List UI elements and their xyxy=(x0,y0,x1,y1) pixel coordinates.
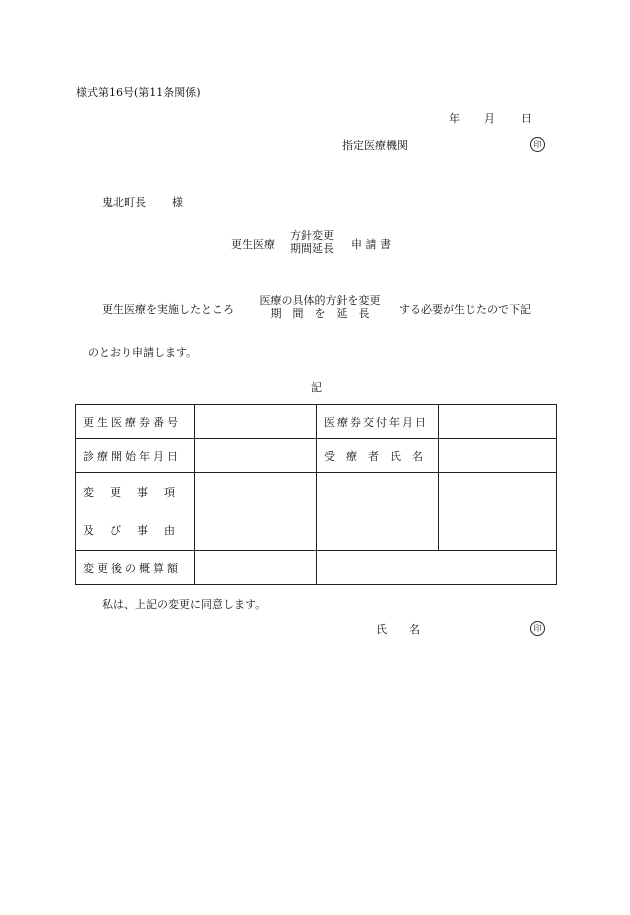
signature-label: 氏 名 xyxy=(376,623,420,636)
date-year-label: 年 xyxy=(449,112,460,125)
date-month-label: 月 xyxy=(484,112,495,125)
table-row xyxy=(76,551,557,585)
cert-issue-date-label: 医療券交付年月日 xyxy=(317,405,439,439)
form-number: 様式第16号(第11条関係) xyxy=(76,86,201,99)
application-table xyxy=(75,404,557,585)
table-row xyxy=(76,473,557,551)
table-row xyxy=(76,439,557,473)
title-suffix: 申 請 書 xyxy=(351,238,391,251)
title-prefix: 更生医療 xyxy=(231,238,275,251)
start-date-label: 診療開始年月日 xyxy=(76,439,195,473)
body-text-before: 更生医療を実施したところ xyxy=(102,303,234,316)
seal-icon: 印 xyxy=(530,621,545,636)
cert-number-label: 更生医療券番号 xyxy=(76,405,195,439)
body-line-2: のとおり申請します。 xyxy=(88,346,198,359)
title-option-period-extension: 期間延長 xyxy=(290,242,334,255)
reason-label: 及び事由 xyxy=(83,523,191,537)
table-row xyxy=(76,405,557,439)
estimate-label: 変更後の概算額 xyxy=(76,551,195,585)
cert-number-value[interactable] xyxy=(195,405,317,439)
estimate-value-2[interactable] xyxy=(317,551,557,585)
addressee-honorific: 様 xyxy=(172,196,183,209)
change-detail-value-2[interactable] xyxy=(317,473,439,551)
patient-name-label: 受 療 者 氏 名 xyxy=(317,439,439,473)
body-option-policy-change: 医療の具体的方針を変更 xyxy=(259,294,381,307)
date-day-label: 日 xyxy=(521,112,532,125)
cert-issue-date-value[interactable] xyxy=(439,405,557,439)
body-options xyxy=(253,294,387,320)
change-item-label: 変更事項 xyxy=(83,485,191,499)
title-option-policy-change: 方針変更 xyxy=(290,229,334,242)
record-heading: 記 xyxy=(311,381,322,394)
institution-label: 指定医療機関 xyxy=(342,139,408,152)
change-reason-label-cell xyxy=(76,473,195,551)
addressee-name: 鬼北町長 xyxy=(102,196,146,209)
patient-name-value[interactable] xyxy=(439,439,557,473)
change-detail-value-1[interactable] xyxy=(195,473,317,551)
change-detail-value-3[interactable] xyxy=(439,473,557,551)
body-option-period-extension: 期 間 を 延 長 xyxy=(270,307,370,320)
body-text-after: する必要が生じたので下記 xyxy=(399,303,531,316)
consent-text: 私は、上記の変更に同意します。 xyxy=(102,598,267,611)
estimate-value-1[interactable] xyxy=(195,551,317,585)
title-options xyxy=(286,229,338,255)
start-date-value[interactable] xyxy=(195,439,317,473)
seal-icon: 印 xyxy=(530,137,545,152)
